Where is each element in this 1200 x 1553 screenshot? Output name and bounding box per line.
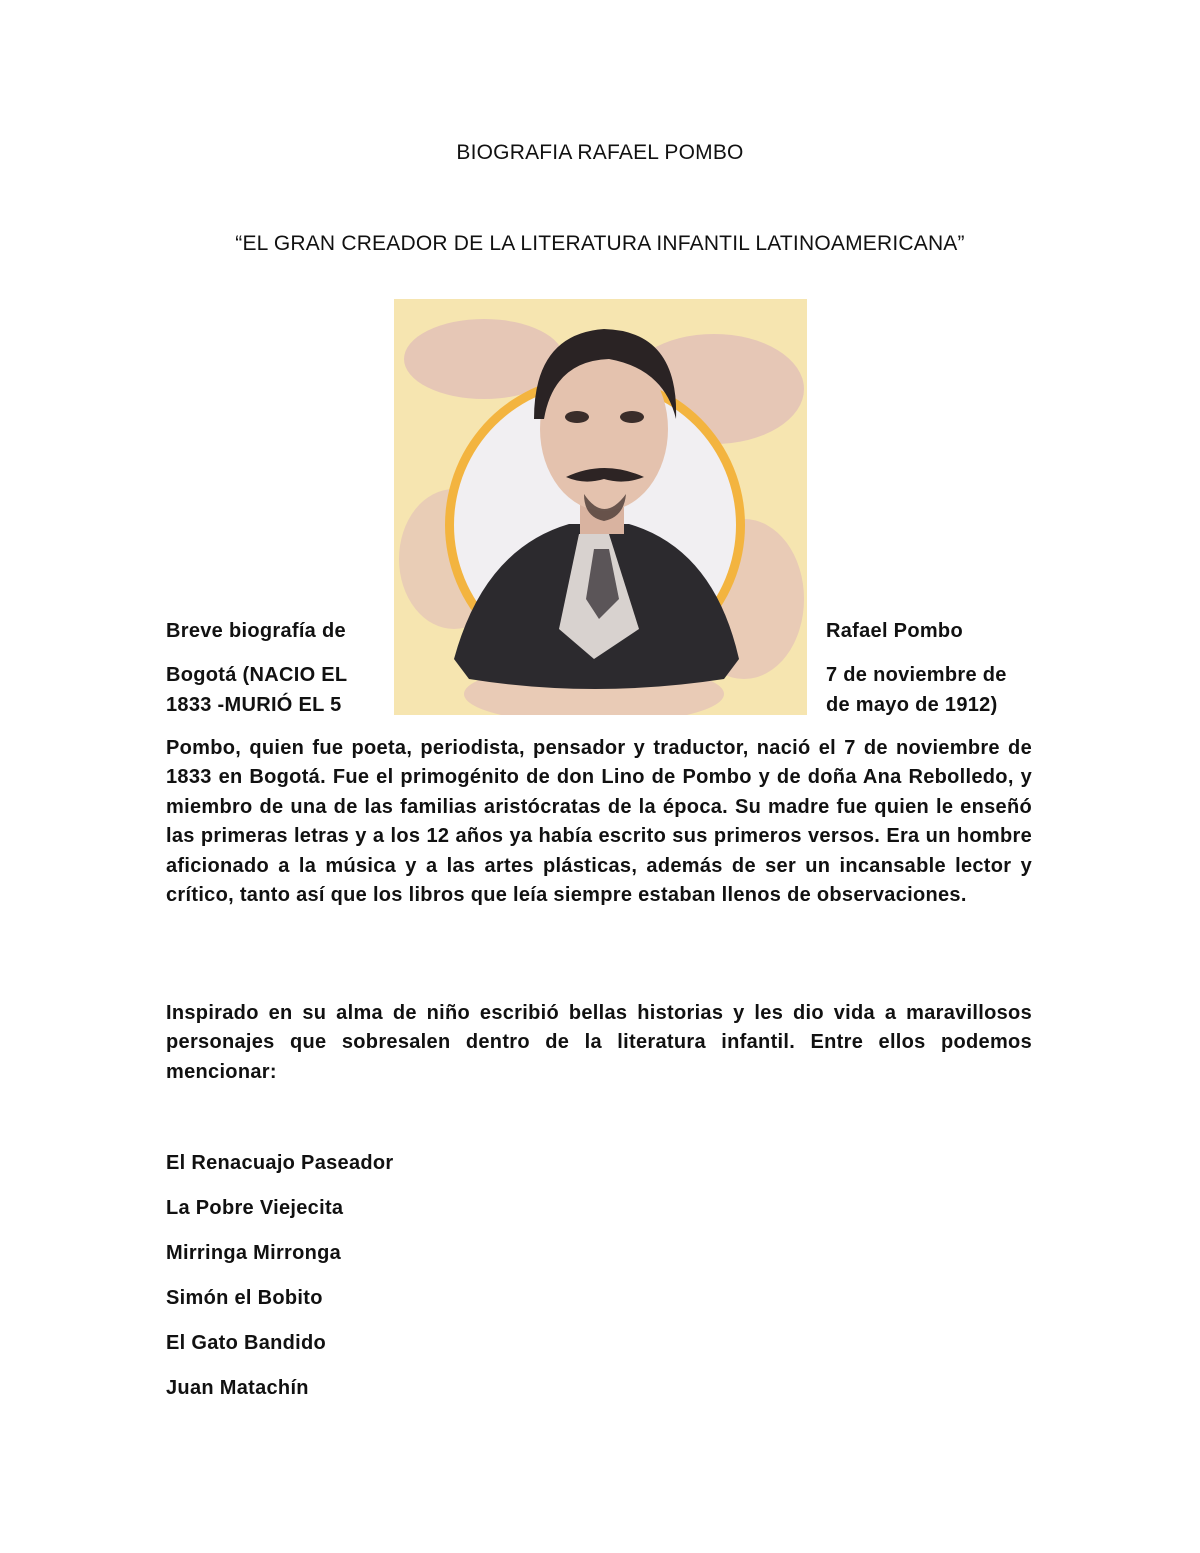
list-item: El Gato Bandido [166, 1332, 327, 1354]
caption-left-line-1: Breve biografía de [166, 620, 346, 642]
document-subtitle: “EL GRAN CREADOR DE LA LITERATURA INFANTIL LATINOAMERICANA” [235, 232, 965, 255]
caption-left-line-2: Bogotá (NACIO EL [166, 664, 348, 686]
caption-right-line-2: 7 de noviembre de [826, 664, 1007, 686]
caption-left-line-3: 1833 -MURIÓ EL 5 [166, 694, 342, 716]
biography-paragraph: Pombo, quien fue poeta, periodista, pensador y traductor, nació el 7 de noviembre de 1833 en Bogotá. Fue el primogénito de don Lino de Pombo y de doña Ana Rebolledo, y miembro de una de las familias aristócratas de la época. Su madre fue quien le enseñó las primeras letras y a los 12 años ya había escrito sus primeros versos. Era un hombre aficionado a la música y a las artes plásticas, además de ser un incansable lector y crítico, tanto así que los libros que leía siempre estaban llenos de observaciones. [166, 737, 1032, 907]
works-intro-paragraph: Inspirado en su alma de niño escribió bellas historias y les dio vida a maravillosos personajes que sobresalen dentro de la literatura infantil. Entre ellos podemos mencionar: [166, 1002, 1032, 1083]
document-title: BIOGRAFIA RAFAEL POMBO [456, 141, 744, 164]
list-item: La Pobre Viejecita [166, 1197, 344, 1219]
caption-right-line-3: de mayo de 1912) [826, 694, 998, 716]
list-item: Simón el Bobito [166, 1287, 323, 1309]
caption-right-line-1: Rafael Pombo [826, 620, 963, 642]
works-list [166, 1148, 394, 1418]
portrait-image [394, 299, 807, 715]
portrait-illustration [394, 299, 807, 715]
list-item: El Renacuajo Paseador [166, 1152, 394, 1174]
list-item: Juan Matachín [166, 1377, 309, 1399]
list-item: Mirringa Mirronga [166, 1242, 342, 1264]
